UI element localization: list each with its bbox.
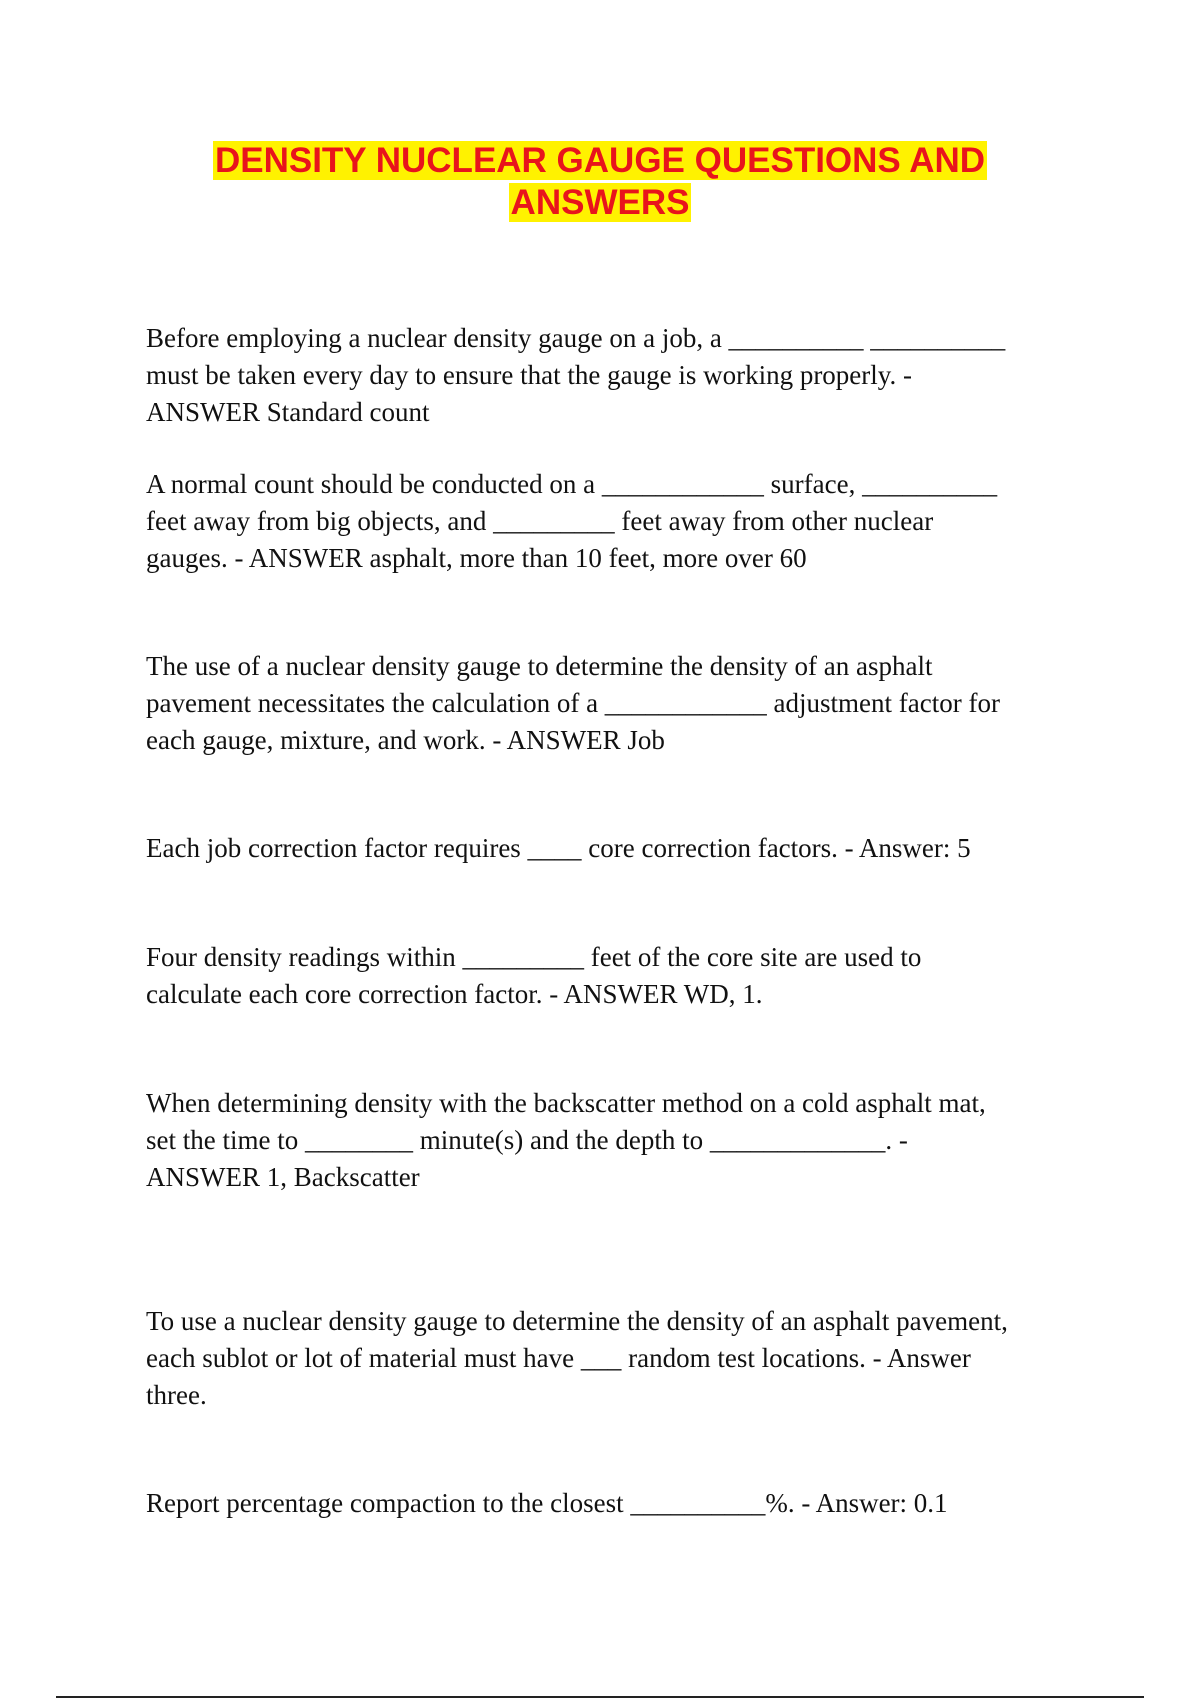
question-answer-5: Four density readings within _________ feet of the core site are used to calculate each core correction factor. - ANSWER WD, 1. <box>146 942 922 1009</box>
question-answer-1: Before employing a nuclear density gauge on a job, a __________ __________ must be taken every day to ensure that the gauge is working properly. - ANSWER Standard count <box>146 323 1006 427</box>
question-answer-3: The use of a nuclear density gauge to determine the density of an asphalt pavement necessitates the calculation of a ____________ adjustment factor for each gauge, mixture, and work. - ANSWER Job <box>146 651 1000 755</box>
title-line-2: ANSWERS <box>510 183 690 222</box>
title-line-1: DENSITY NUCLEAR GAUGE QUESTIONS AND <box>214 141 986 180</box>
question-answer-7: To use a nuclear density gauge to determine the density of an asphalt pavement, each sublot or lot of material must have ___ random test locations. - Answer three. <box>146 1306 1008 1410</box>
question-answer-6: When determining density with the backscatter method on a cold asphalt mat, set the time to ________ minute(s) and the depth to _____________. - ANSWER 1, Backscatter <box>146 1088 986 1192</box>
question-answer-2: A normal count should be conducted on a ____________ surface, __________ feet away from big objects, and _________ feet away from other nuclear gauges. - ANSWER asphalt, more than 10 feet, more over 60 <box>146 469 998 573</box>
page-bottom-divider <box>56 1696 1144 1698</box>
question-answer-4: Each job correction factor requires ____ core correction factors. - Answer: 5 <box>146 833 971 863</box>
question-answer-8: Report percentage compaction to the closest __________%. - Answer: 0.1 <box>146 1488 948 1518</box>
document-title <box>150 140 1050 224</box>
